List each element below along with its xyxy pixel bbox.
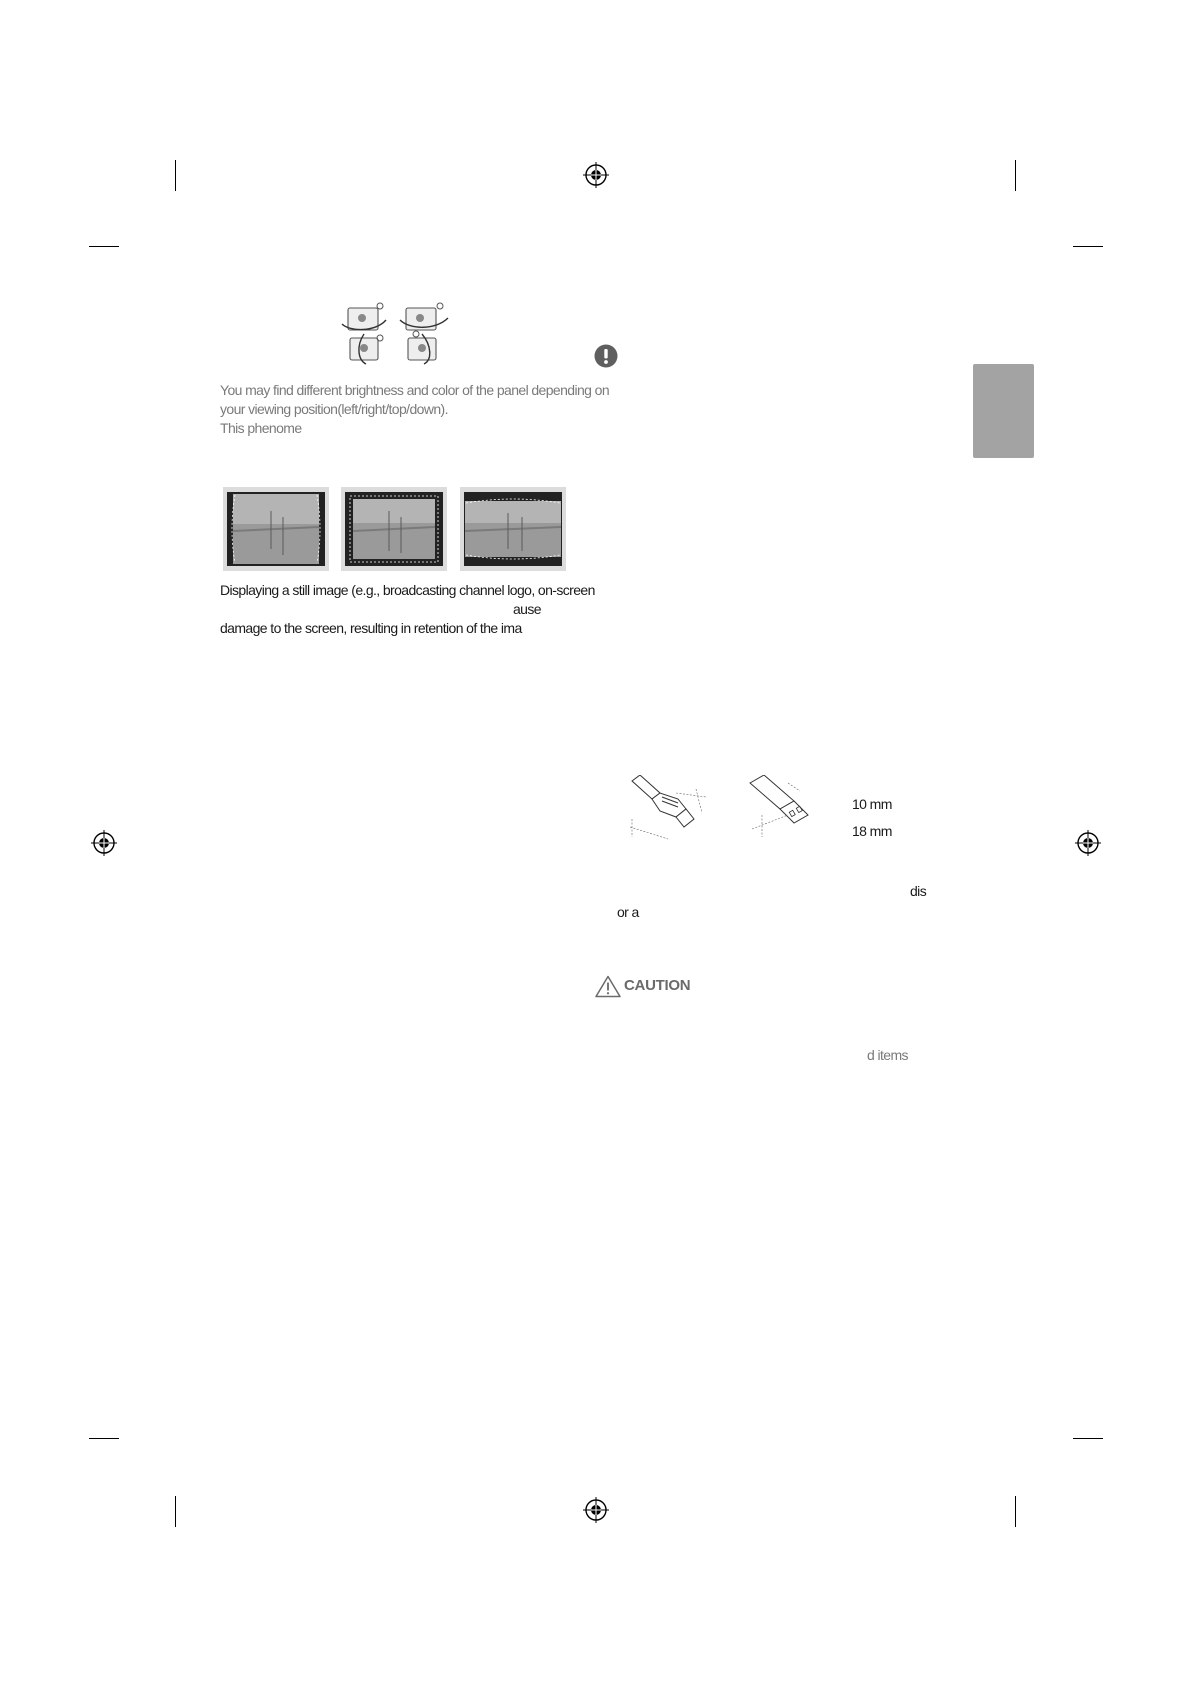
viewing-paragraph-line-2: your viewing position(left/right/top/down).: [220, 401, 448, 417]
still-image-photo-2: [341, 487, 447, 571]
crop-mark-top-left-v: [175, 160, 176, 191]
text-fragment-d-items: d items: [867, 1047, 908, 1063]
registration-mark-icon: [583, 162, 609, 188]
crop-mark-bottom-right-h: [1073, 1438, 1103, 1439]
usb-height-dimension: 10 mm: [852, 796, 892, 812]
crop-mark-bottom-right-v: [1015, 1496, 1016, 1527]
still-image-paragraph-line-3: damage to the screen, resulting in retention of the ima: [220, 620, 522, 636]
caution-triangle-icon: [595, 975, 621, 998]
crop-mark-bottom-left-v: [175, 1496, 176, 1527]
text-fragment-dis: dis: [910, 883, 927, 899]
usb-width-dimension: 18 mm: [852, 823, 892, 839]
registration-mark-icon: [583, 1497, 609, 1523]
usb-flash-drive-illustration: [748, 775, 812, 841]
viewing-paragraph-line-1: You may find different brightness and color of the panel depending on: [220, 382, 610, 398]
text-fragment-or-a: or a: [617, 904, 639, 920]
still-image-paragraph-line-1: Displaying a still image (e.g., broadcasting channel logo, on-screen: [220, 582, 595, 598]
language-tab: [973, 364, 1034, 458]
still-image-paragraph-line-2: ause: [513, 601, 541, 617]
viewing-paragraph-line-3: This phenome: [220, 420, 302, 436]
registration-mark-icon: [91, 830, 117, 856]
usb-cable-connector-illustration: [630, 775, 716, 843]
note-exclamation-icon: [594, 344, 618, 368]
registration-mark-icon: [1075, 830, 1101, 856]
still-image-photo-3: [460, 487, 566, 571]
viewing-angle-illustration: [340, 302, 452, 366]
still-image-photo-1: [223, 487, 329, 571]
crop-mark-top-right-v: [1015, 160, 1016, 191]
crop-mark-bottom-left-h: [89, 1438, 119, 1439]
crop-mark-top-right-h: [1073, 246, 1103, 247]
caution-label: CAUTION: [624, 977, 691, 994]
crop-mark-top-left-h: [89, 246, 119, 247]
